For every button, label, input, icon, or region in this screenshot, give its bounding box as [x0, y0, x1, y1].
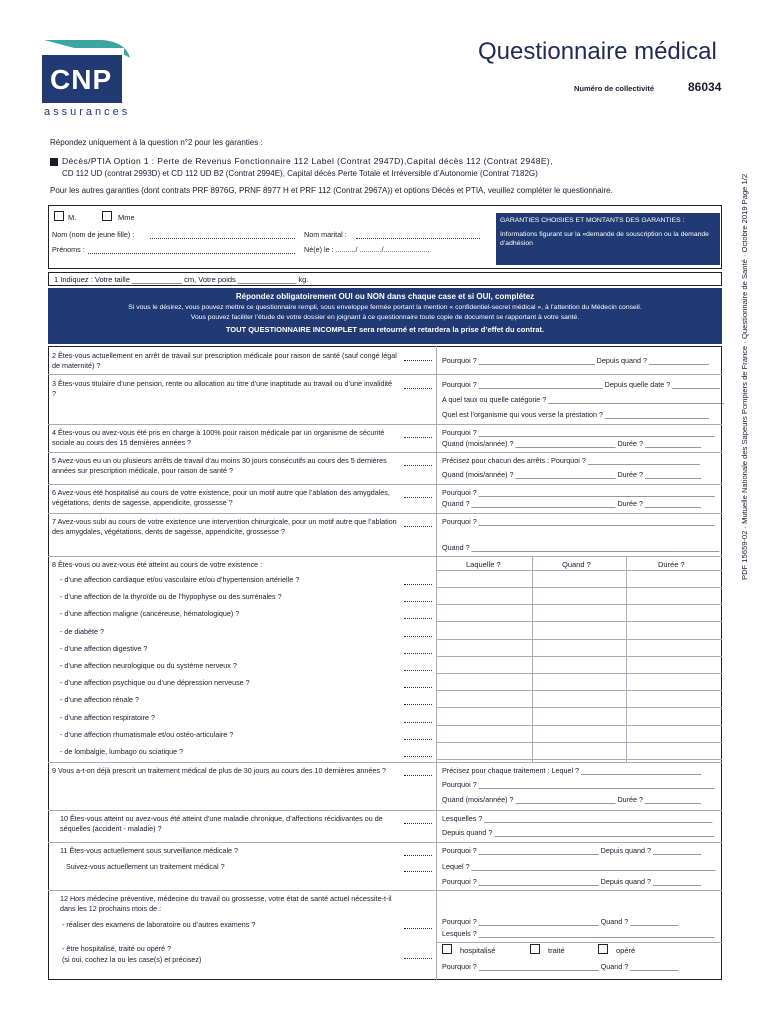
- q10-answer[interactable]: [404, 823, 432, 824]
- instructions-banner: [48, 288, 722, 344]
- m-label: M.: [68, 213, 77, 222]
- q11-r2[interactable]: Lequel ? _____________________________________________________________: [442, 862, 716, 871]
- q12-r2[interactable]: Lesquels ? ___________________________________________________________: [442, 929, 715, 938]
- q3-text: 3 Êtes-vous titulaire d’une pension, rente ou allocation au titre d’une inaptitude au travail ou d’une invalidité ?: [52, 379, 393, 398]
- q9-text: 9 Vous a-t-on déjà prescrit un traitement médical de plus de 30 jours au cours des 10 dernières années ?: [52, 766, 387, 775]
- q8-item: - d’une affection rhumatismale et/ou ostéo-articulaire ?: [60, 729, 234, 739]
- nom-field[interactable]: [150, 238, 295, 239]
- q6-answer[interactable]: [404, 497, 432, 498]
- m-checkbox[interactable]: [54, 211, 64, 221]
- q7-r1[interactable]: Pourquoi ? ___________________________________________________________: [442, 517, 715, 526]
- q11a-text: 11 Êtes-vous actuellement sous surveillance médicale ?: [60, 846, 239, 855]
- q8-row-line[interactable]: [436, 639, 722, 640]
- q2-r1[interactable]: Pourquoi ? _____________________________ Depuis quand ? _______________: [442, 356, 709, 365]
- intro-bullet: [50, 158, 58, 166]
- q8-item: - de diabète ?: [60, 626, 104, 636]
- side-reference: PDF 15659-02 · Mutuelle Nationale des Sapeurs Pompiers de France · Questionnaire de Santé · Octobre 2019 Page 1/2: [740, 173, 749, 580]
- q12c-text: (si oui, cochez la ou les case(s) et précisez): [62, 955, 202, 964]
- q8-item-answer[interactable]: [404, 601, 432, 602]
- banner-line3: Vous pouvez faciliter l’étude de votre dossier en joignant à ce questionnaire toute copie de document se rapportant à votre santé.: [190, 314, 580, 321]
- collectivite-value: 86034: [688, 80, 722, 94]
- q2-answer[interactable]: [404, 360, 432, 361]
- q8-item-answer[interactable]: [404, 704, 432, 705]
- q8-item-answer[interactable]: [404, 670, 432, 671]
- q3-r2[interactable]: A quel taux ou quelle catégorie ? ____________________________________________: [442, 395, 725, 404]
- divider: [48, 556, 722, 557]
- q8-row-line[interactable]: [436, 690, 722, 691]
- divider: [48, 374, 722, 375]
- q5-r1[interactable]: Précisez pour chacun des arrêts : Pourquoi ? ____________________________: [442, 456, 700, 465]
- q12b-text: - être hospitalisé, traité ou opéré ?: [62, 944, 172, 953]
- q3-r1[interactable]: Pourquoi ? _______________________________ Depuis quelle date ? ____________: [442, 380, 721, 389]
- divider: [48, 810, 722, 811]
- banner-line1: Répondez obligatoirement OUI ou NON dans chaque case et si OUI, complétez: [235, 292, 535, 301]
- q2-text: 2 Êtes-vous actuellement en arrêt de travail sur prescription médicale pour raison de santé (sauf congé légal de maternité) ?: [52, 351, 397, 370]
- q7-text: 7 Avez-vous subi au cours de votre existence une intervention chirurgicale, pour un motif autre que l’ablation des amygdales, végétations, dents de sagesse, appendicite, grossesse ?: [52, 517, 397, 536]
- intro-line3: CD 112 UD (contrat 2993D) et CD 112 UD B2 (Contrat 2994E), Capital décès Perte Totale et Irréversible d’Autonomie (Contrat 7182G): [62, 169, 538, 178]
- intro-line1: Répondez uniquement à la question n°2 pour les garanties :: [50, 138, 263, 147]
- q8-item-answer[interactable]: [404, 756, 432, 757]
- q8-row-line[interactable]: [436, 604, 722, 605]
- hospitalise-label: hospitalisé: [460, 946, 496, 955]
- divider: [48, 762, 722, 763]
- q8-row-line[interactable]: [436, 621, 722, 622]
- q4-text: 4 Êtes-vous ou avez-vous été pris en charge à 100% pour raison médicale par un organisme de sécurité sociale au cours des 15 dernières années ?: [52, 428, 385, 447]
- q11b-answer[interactable]: [404, 871, 432, 872]
- banner-line4: TOUT QUESTIONNAIRE INCOMPLET sera retourné et retardera la prise d’effet du contrat.: [225, 325, 545, 334]
- garanties-box: [496, 213, 720, 265]
- garanties-text: Informations figurant sur la «demande de souscription ou la demande d’adhésion: [500, 231, 709, 247]
- divider: [48, 452, 722, 453]
- q8-row-line[interactable]: [436, 673, 722, 674]
- q8-item-answer[interactable]: [404, 687, 432, 688]
- q9-answer[interactable]: [404, 775, 432, 776]
- nom-marital-field[interactable]: [356, 238, 480, 239]
- q12-r1[interactable]: Pourquoi ? ______________________________ Quand ? ____________: [442, 917, 679, 926]
- q8-item-answer[interactable]: [404, 584, 432, 585]
- q8-col-laquelle: Laquelle ?: [466, 560, 501, 569]
- q11-r3[interactable]: Pourquoi ? ______________________________ Depuis quand ? ____________: [442, 877, 701, 886]
- banner-line2: Si vous le désirez, vous pouvez mettre ce questionnaire rempli, sous enveloppe fermée portant la mention « confidentiel-secret médical », à l’attention du Médecin conseil.: [128, 304, 642, 311]
- q12-text: 12 Hors médecine préventive, médecine du travail ou grossesse, votre état de santé actuel nécessite-t-il dans les 12 prochains mois de :: [60, 894, 392, 913]
- q10-r1[interactable]: Lesquelles ? _________________________________________________________: [442, 814, 713, 823]
- q12a-text: - réaliser des examens de laboratoire ou d’autres examens ?: [62, 920, 256, 929]
- nom-marital-label: Nom marital :: [304, 230, 347, 239]
- q8-text: 8 Êtes-vous ou avez-vous été atteint au cours de votre existence :: [52, 560, 263, 569]
- q5-r2[interactable]: Quand (mois/année) ? _________________________ Durée ? ______________: [442, 470, 701, 479]
- mme-label: Mme: [118, 213, 135, 222]
- q8-item-answer[interactable]: [404, 722, 432, 723]
- q8-row-line[interactable]: [436, 587, 722, 588]
- q5-text: 5 Avez-vous eu un ou plusieurs arrêts de travail d’au moins 30 jours consécutifs au cours des 5 dernières années sur prescription médicale, pour raison de santé ?: [52, 456, 387, 475]
- q8-col-duree: Durée ?: [658, 560, 685, 569]
- divider: [48, 424, 722, 425]
- q8-row-line[interactable]: [436, 707, 722, 708]
- q8-row-line[interactable]: [436, 742, 722, 743]
- q12-r3[interactable]: Pourquoi ? ______________________________ Quand ? ____________: [442, 962, 679, 971]
- mme-checkbox[interactable]: [102, 211, 112, 221]
- divider: [48, 890, 722, 891]
- q5-answer[interactable]: [404, 465, 432, 466]
- q4-r2[interactable]: Quand (mois/année) ? _________________________ Durée ? ______________: [442, 439, 701, 448]
- q8-item: - de lombalgie, lumbago ou sciatique ?: [60, 747, 184, 756]
- ne-le-field[interactable]: Né(e) le : ........../ .........../.......................: [304, 245, 430, 254]
- divider: [48, 513, 722, 514]
- nom-label: Nom (nom de jeune fille) :: [52, 230, 135, 239]
- divider: [436, 942, 722, 943]
- garanties-title: GARANTIES CHOISIES ET MONTANTS DES GARANTIES :: [500, 217, 685, 224]
- page-title: Questionnaire médical: [478, 38, 717, 65]
- q8-item-answer[interactable]: [404, 636, 432, 637]
- q12b-answer[interactable]: [404, 958, 432, 959]
- q6-text: 6 Avez-vous été hospitalisé au cours de votre existence, pour un motif autre que l’ablation des amygdales, végétations, dents de sagesse, appendicite, grossesse ?: [52, 488, 390, 507]
- q8-item: - d’une affection rénale ?: [60, 695, 139, 705]
- q8-item: - d’une affection de la thyroïde ou de l’hypophyse ou des surrénales ?: [60, 592, 282, 602]
- prenoms-field[interactable]: [88, 253, 295, 254]
- q8-item: - d’une affection psychique ou d’une dépression nerveuse ?: [60, 678, 250, 688]
- q8-item-answer[interactable]: [404, 618, 432, 619]
- q8-item: - d’une affection respiratoire ?: [60, 712, 155, 722]
- q1-text[interactable]: 1 Indiquez : Votre taille ____________ cm, Votre poids ______________ kg.: [54, 275, 309, 284]
- opere-label: opéré: [616, 946, 636, 955]
- q8-item-answer[interactable]: [404, 653, 432, 654]
- collectivite-label: Numéro de collectivité: [574, 84, 655, 93]
- q8-item: - d’une affection digestive ?: [60, 643, 148, 653]
- q4-answer[interactable]: [404, 437, 432, 438]
- q10-r2[interactable]: Depuis quand ? _______________________________________________________: [442, 828, 715, 837]
- intro-line4: Pour les autres garanties (dont contrats PRF 8976G, PRNF 8977 H et PRF 112 (Contrat 2967A)) et options Décès et PTIA, veuillez compléter le questionnaire.: [50, 186, 613, 195]
- intro-line2: Décès/PTIA Option 1 : Perte de Revenus Fonctionnaire 112 Label (Contrat 2947D),Capital décès 112 (Contrat 2948E),: [62, 156, 553, 166]
- q4-r1[interactable]: Pourquoi ? ___________________________________________________________: [442, 428, 715, 437]
- logo-text: CNP: [50, 64, 113, 95]
- q9-r2[interactable]: Pourquoi ? ___________________________________________________________: [442, 780, 715, 789]
- divider: [48, 842, 722, 843]
- q8-row-line[interactable]: [436, 759, 722, 760]
- q9-r1[interactable]: Précisez pour chaque traitement : Lequel ? ______________________________: [442, 766, 701, 775]
- q8-item: - d’une affection cardiaque et/ou vasculaire et/ou d’hypertension artérielle ?: [60, 575, 300, 584]
- q8-item: - d’une affection neurologique ou du système nerveux ?: [60, 661, 237, 670]
- q12a-answer[interactable]: [404, 928, 432, 929]
- q10-text: 10 Êtes-vous atteint ou avez-vous été atteint d’une maladie chronique, d’affections récidivantes ou de séquelles (accident - maladie) ?: [60, 814, 383, 833]
- traite-checkbox[interactable]: [530, 944, 540, 954]
- q7-r2[interactable]: Quand ? ______________________________________________________________: [442, 543, 720, 552]
- prenoms-label: Prénoms :: [52, 245, 85, 254]
- opere-checkbox[interactable]: [598, 944, 608, 954]
- q6-r1[interactable]: Pourquoi ? ___________________________________________________________: [442, 488, 715, 497]
- divider: [48, 484, 722, 485]
- divider: [436, 570, 722, 571]
- traite-label: traité: [548, 946, 565, 955]
- q8-item: - d’une affection maligne (cancéreuse, hématologique) ?: [60, 609, 240, 619]
- vertical-divider: [436, 346, 437, 980]
- q11b-text: Suivez-vous actuellement un traitement médical ?: [66, 862, 225, 871]
- hospitalise-checkbox[interactable]: [442, 944, 452, 954]
- q8-item-answer[interactable]: [404, 739, 432, 740]
- q6-r2[interactable]: Quand ? ____________________________________ Durée ? ______________: [442, 499, 702, 508]
- q7-answer[interactable]: [404, 526, 432, 527]
- logo-sub: assurances: [44, 106, 131, 118]
- q11a-answer[interactable]: [404, 855, 432, 856]
- q3-r3[interactable]: Quel est l’organisme qui vous verse la prestation ? __________________________: [442, 410, 709, 419]
- q8-col-quand: Quand ?: [562, 560, 591, 569]
- q3-answer[interactable]: [404, 388, 432, 389]
- q9-r3[interactable]: Quand (mois/année) ? _________________________ Durée ? ______________: [442, 795, 701, 804]
- q8-row-line[interactable]: [436, 725, 722, 726]
- q8-row-line[interactable]: [436, 656, 722, 657]
- q11-r1[interactable]: Pourquoi ? ______________________________ Depuis quand ? ____________: [442, 846, 701, 855]
